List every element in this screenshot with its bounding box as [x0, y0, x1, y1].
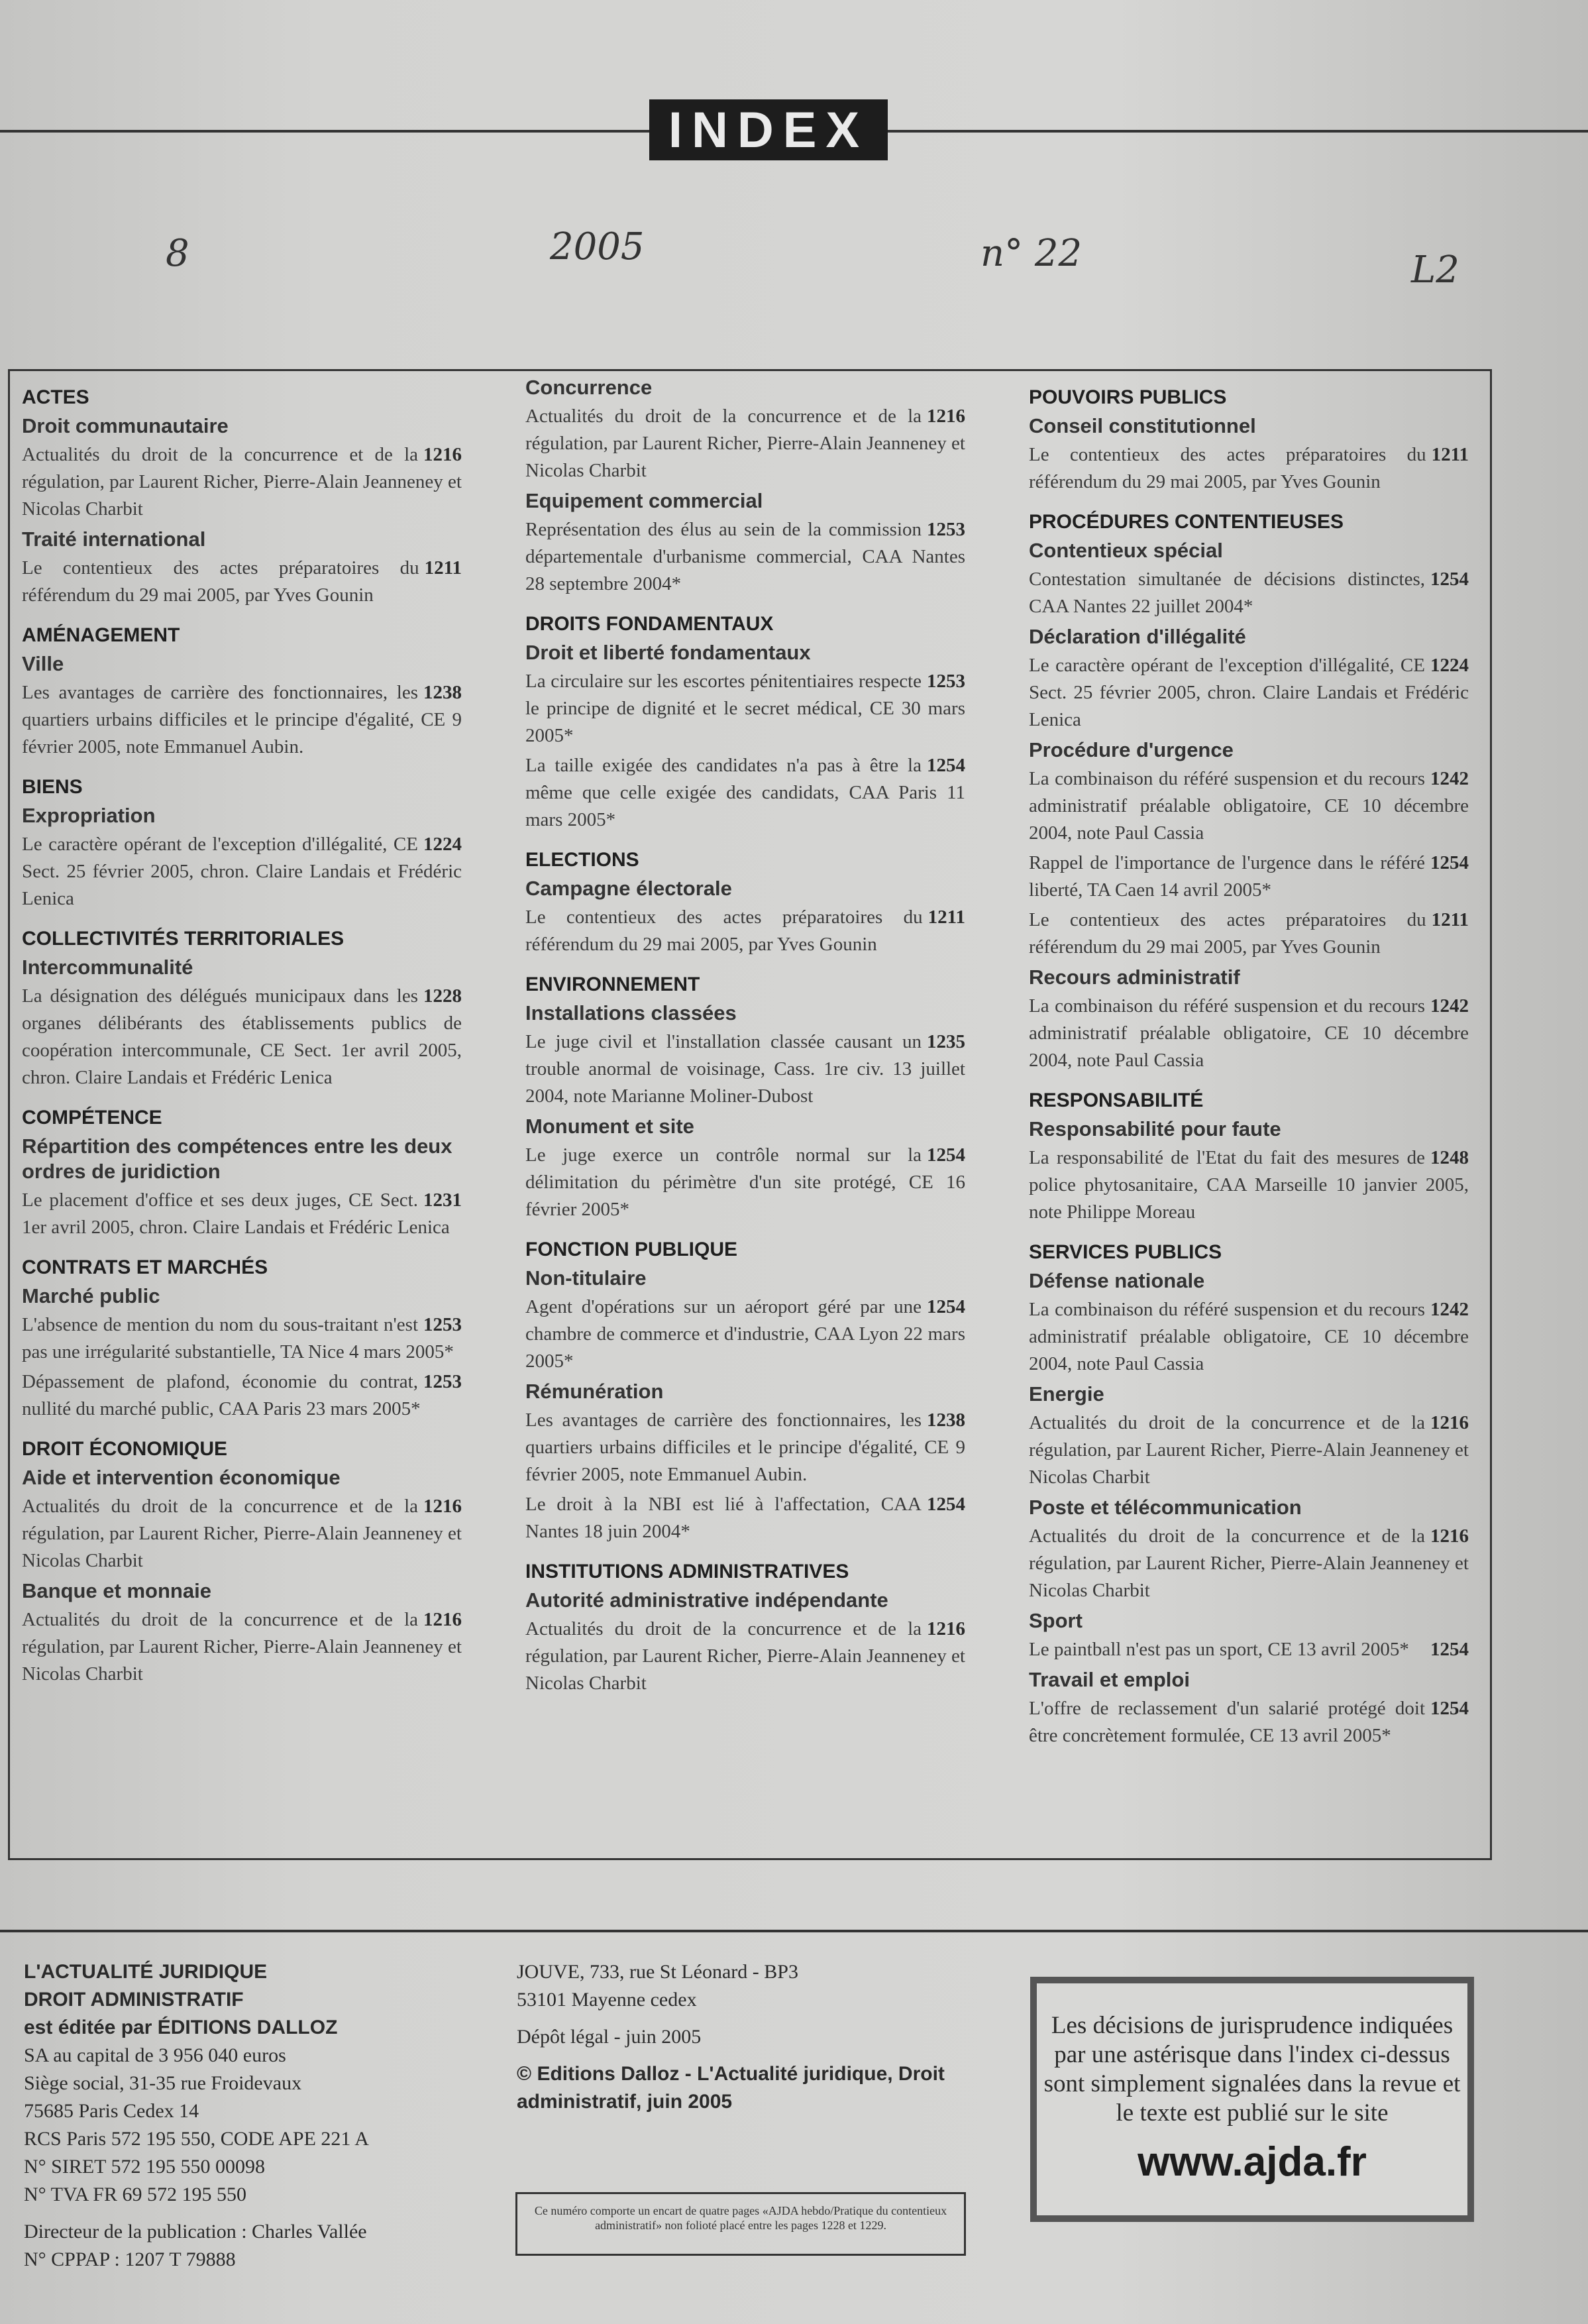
page-number: 1248 — [1430, 1147, 1469, 1168]
imprint-line: RCS Paris 572 195 550, CODE APE 221 A — [24, 2128, 369, 2150]
index-entry — [22, 1311, 462, 1366]
entry-text: Agent d'opérations sur un aéroport géré par une chambre de commerce et d'industrie, CAA Lyon 22 mars 2005* — [525, 1296, 965, 1372]
page-number: 1242 — [1430, 768, 1469, 789]
index-entry — [525, 752, 965, 834]
entry-text: Représentation des élus au sein de la commission départementale d'urbanisme commercial, CAA Nantes 28 septembre 2004* — [525, 519, 965, 594]
index-entry — [1029, 1144, 1469, 1226]
subsection-heading: Contentieux spécial — [1029, 539, 1223, 562]
index-entry — [22, 679, 462, 761]
entry-text: Rappel de l'importance de l'urgence dans le référé liberté, TA Caen 14 avril 2005* — [1029, 852, 1425, 901]
page-number: 1216 — [423, 1609, 462, 1630]
page-number: 1253 — [423, 1314, 462, 1335]
index-entry — [22, 1368, 462, 1423]
index-entry — [1029, 1636, 1469, 1663]
subsection-heading: Traité international — [22, 527, 206, 551]
entry-text: La combinaison du référé suspension et du recours administratif préalable obligatoire, CE 10 décembre 2004, note Paul Cassia — [1029, 768, 1469, 844]
subsection-heading: Droit et liberté fondamentaux — [525, 641, 811, 664]
section-heading: DROITS FONDAMENTAUX — [525, 613, 774, 635]
section-heading: FONCTION PUBLIQUE — [525, 1239, 737, 1260]
imprint-line: L'ACTUALITÉ JURIDIQUE — [24, 1961, 268, 1983]
page-number: 1231 — [423, 1190, 462, 1211]
page-number: 1238 — [927, 1410, 965, 1431]
imprint-line: 75685 Paris Cedex 14 — [24, 2100, 199, 2122]
subsection-heading: Procédure d'urgence — [1029, 738, 1234, 761]
subsection-heading: Concurrence — [525, 376, 653, 399]
entry-text: Actualités du droit de la concurrence et de la régulation, par Laurent Richer, Pierre-Alain Jeanneney et Nicolas Charbit — [525, 406, 965, 481]
subsection-heading: Responsabilité pour faute — [1029, 1117, 1281, 1140]
page-number: 1253 — [423, 1371, 462, 1392]
index-column-1 — [22, 371, 462, 1688]
page-number: 1216 — [423, 444, 462, 465]
entry-text: Le placement d'office et ses deux juges, CE Sect. 1er avril 2005, chron. Claire Landais et Frédéric Lenica — [22, 1190, 450, 1238]
entry-text: Actualités du droit de la concurrence et de la régulation, par Laurent Richer, Pierre-Alain Jeanneney et Nicolas Charbit — [525, 1618, 965, 1694]
page-number: 1254 — [1430, 569, 1469, 590]
entry-text: L'offre de reclassement d'un salarié protégé doit être concrètement formulée, CE 13 avril 2005* — [1029, 1698, 1425, 1746]
index-entry — [525, 1407, 965, 1488]
page-number: 1216 — [927, 406, 965, 427]
index-entry — [525, 1491, 965, 1545]
subsection-heading: Energie — [1029, 1382, 1104, 1406]
page-number: 1242 — [1430, 995, 1469, 1017]
index-entry — [1029, 1523, 1469, 1604]
index-entry — [1029, 1410, 1469, 1491]
imprint-line: est éditée par ÉDITIONS DALLOZ — [24, 2017, 338, 2038]
index-title-text: INDEX — [668, 101, 869, 158]
entry-text: La désignation des délégués municipaux dans les organes délibérants des établissements publics de coopération intercommunale, CE Sect. 1er avril 2005, chron. Claire Landais et Frédéric Lenica — [22, 985, 462, 1088]
entry-text: La circulaire sur les escortes pénitentiaires respecte le principe de dignité et le secret médical, CE 30 mars 2005* — [525, 671, 965, 746]
subsection-heading: Travail et emploi — [1029, 1668, 1190, 1691]
entry-text: La taille exigée des candidates n'a pas à être la même que celle exigée des candidats, CAA Paris 11 mars 2005* — [525, 755, 965, 830]
index-entry — [22, 441, 462, 523]
page-number: 1235 — [927, 1031, 965, 1052]
page-number: 1211 — [1431, 909, 1469, 930]
index-entry — [22, 555, 462, 609]
page-number: 1254 — [1430, 852, 1469, 873]
index-entry — [1029, 566, 1469, 620]
entry-text: Actualités du droit de la concurrence et de la régulation, par Laurent Richer, Pierre-Alain Jeanneney et Nicolas Charbit — [22, 444, 462, 520]
entry-text: L'absence de mention du nom du sous-traitant n'est pas une irrégularité substantielle, TA Nice 4 mars 2005* — [22, 1314, 454, 1362]
printer-info — [517, 1958, 967, 2116]
page-number: 1224 — [423, 834, 462, 855]
subsection-heading: Installations classées — [525, 1001, 737, 1024]
entry-text: La responsabilité de l'Etat du fait des mesures de police phytosanitaire, CAA Marseille 10 janvier 2005, note Philippe Moreau — [1029, 1147, 1469, 1223]
entry-text: Les avantages de carrière des fonctionnaires, les quartiers urbains difficiles et le principe d'égalité, CE 9 février 2005, note Emmanuel Aubin. — [22, 682, 462, 757]
section-heading: RESPONSABILITÉ — [1029, 1089, 1204, 1111]
entry-text: Le caractère opérant de l'exception d'illégalité, CE Sect. 25 février 2005, chron. Claire Landais et Frédéric Lenica — [22, 834, 462, 909]
entry-text: Le paintball n'est pas un sport, CE 13 avril 2005* — [1029, 1639, 1409, 1660]
subsection-heading: Marché public — [22, 1284, 160, 1307]
subsection-heading: Sport — [1029, 1609, 1083, 1632]
imprint-line: SA au capital de 3 956 040 euros — [24, 2044, 286, 2066]
entry-text: Le juge civil et l'installation classée causant un trouble anormal de voisinage, Cass. 1re civ. 13 juillet 2004, note Marianne Moliner-Dubost — [525, 1031, 965, 1107]
index-title — [649, 99, 888, 160]
subsection-heading: Ville — [22, 652, 64, 675]
subsection-heading: Campagne électorale — [525, 877, 732, 900]
section-heading: CONTRATS ET MARCHÉS — [22, 1256, 268, 1278]
index-entry — [1029, 993, 1469, 1074]
page-number: 1216 — [423, 1496, 462, 1517]
page-number: 1254 — [927, 755, 965, 776]
handwriting-code: L2 — [1411, 249, 1459, 292]
subsection-heading: Conseil constitutionnel — [1029, 414, 1256, 437]
index-entry — [525, 1616, 965, 1697]
subsection-heading: Monument et site — [525, 1115, 694, 1138]
entry-text: Actualités du droit de la concurrence et de la régulation, par Laurent Richer, Pierre-Alain Jeanneney et Nicolas Charbit — [1029, 1412, 1469, 1488]
index-entry — [1029, 850, 1469, 904]
index-entry — [1029, 1695, 1469, 1749]
imprint-line: N° SIRET 572 195 550 00098 — [24, 2156, 265, 2178]
entry-text: Le contentieux des actes préparatoires du référendum du 29 mai 2005, par Yves Gounin — [525, 907, 923, 955]
entry-text: Le caractère opérant de l'exception d'illégalité, CE Sect. 25 février 2005, chron. Claire Landais et Frédéric Lenica — [1029, 655, 1469, 730]
subsection-heading: Défense nationale — [1029, 1269, 1205, 1292]
index-entry — [22, 1493, 462, 1575]
section-heading: ENVIRONNEMENT — [525, 973, 700, 995]
index-entry — [22, 983, 462, 1091]
page-number: 1238 — [423, 682, 462, 703]
page-number: 1254 — [927, 1494, 965, 1515]
index-entry — [22, 831, 462, 913]
section-heading: COLLECTIVITÉS TERRITORIALES — [22, 928, 344, 950]
printer-line: JOUVE, 733, rue St Léonard - BP3 — [517, 1961, 798, 1983]
handwriting-a: 8 — [166, 232, 189, 275]
imprint-line: Directeur de la publication : Charles Vallée — [24, 2221, 367, 2242]
index-column-2 — [525, 371, 965, 1697]
entry-text: La combinaison du référé suspension et du recours administratif préalable obligatoire, CE 10 décembre 2004, note Paul Cassia — [1029, 1299, 1469, 1374]
page-number: 1253 — [927, 671, 965, 692]
page-number: 1224 — [1430, 655, 1469, 676]
handwriting-year: 2005 — [550, 225, 645, 268]
subsection-heading: Déclaration d'illégalité — [1029, 625, 1246, 648]
subsection-heading: Intercommunalité — [22, 956, 193, 979]
index-column-3 — [1029, 371, 1469, 1749]
entry-text: Le contentieux des actes préparatoires du référendum du 29 mai 2005, par Yves Gounin — [1029, 444, 1426, 492]
page-number: 1211 — [424, 557, 462, 579]
subsection-heading: Droit communautaire — [22, 414, 229, 437]
imprint-line: DROIT ADMINISTRATIF — [24, 1989, 244, 2011]
insert-note: Ce numéro comporte un encart de quatre pages «AJDA hebdo/Pratique du contentieux administratif» non folioté placé entre les pages 1228 et 1229. — [515, 2192, 966, 2256]
website-notice-text: Les décisions de jurisprudence indiquées par une astérisque dans l'index ci-dessus sont simplement signalées dans la revue et le texte est publié sur le site — [1043, 2012, 1461, 2127]
index-entry — [1029, 441, 1469, 496]
entry-text: Le contentieux des actes préparatoires du référendum du 29 mai 2005, par Yves Gounin — [22, 557, 419, 606]
index-entry — [525, 904, 965, 958]
subsection-heading: Répartition des compétences entre les deux ordres de juridiction — [22, 1134, 452, 1183]
entry-text: Actualités du droit de la concurrence et de la régulation, par Laurent Richer, Pierre-Alain Jeanneney et Nicolas Charbit — [1029, 1525, 1469, 1601]
index-entry — [1029, 765, 1469, 847]
index-entry — [1029, 652, 1469, 734]
page-number: 1254 — [927, 1296, 965, 1317]
page-number: 1254 — [1430, 1639, 1469, 1660]
imprint-line: Siège social, 31-35 rue Froidevaux — [24, 2072, 302, 2094]
index-entry — [1029, 1296, 1469, 1378]
page-number: 1253 — [927, 519, 965, 540]
website-notice — [1030, 1977, 1474, 2222]
section-heading: BIENS — [22, 776, 83, 798]
page-number: 1228 — [423, 985, 462, 1007]
index-entry — [22, 1606, 462, 1688]
entry-text: Contestation simultanée de décisions distinctes, CAA Nantes 22 juillet 2004* — [1029, 569, 1425, 617]
index-entry — [525, 516, 965, 598]
section-heading: POUVOIRS PUBLICS — [1029, 386, 1227, 408]
entry-text: Le juge exerce un contrôle normal sur la délimitation du périmètre d'un site protégé, CE 16 février 2005* — [525, 1144, 965, 1220]
printer-line: 53101 Mayenne cedex — [517, 1989, 697, 2011]
section-heading: AMÉNAGEMENT — [22, 624, 180, 646]
subsection-heading: Rémunération — [525, 1380, 664, 1403]
index-entry — [525, 1142, 965, 1223]
index-entry — [525, 1028, 965, 1110]
website-link[interactable]: www.ajda.fr — [1138, 2139, 1367, 2185]
page-number: 1254 — [1430, 1698, 1469, 1719]
page-number: 1211 — [927, 907, 965, 928]
entry-text: Actualités du droit de la concurrence et de la régulation, par Laurent Richer, Pierre-Alain Jeanneney et Nicolas Charbit — [22, 1496, 462, 1571]
index-entry — [525, 403, 965, 484]
entry-text: Actualités du droit de la concurrence et de la régulation, par Laurent Richer, Pierre-Alain Jeanneney et Nicolas Charbit — [22, 1609, 462, 1685]
imprint-line: N° TVA FR 69 572 195 550 — [24, 2184, 246, 2205]
bottom-rule — [0, 1930, 1588, 1932]
entry-text: Le contentieux des actes préparatoires du référendum du 29 mai 2005, par Yves Gounin — [1029, 909, 1426, 958]
page-number: 1216 — [1430, 1412, 1469, 1433]
page-number: 1211 — [1431, 444, 1469, 465]
imprint-line: N° CPPAP : 1207 T 79888 — [24, 2248, 236, 2270]
subsection-heading: Poste et télécommunication — [1029, 1496, 1302, 1519]
index-entry — [525, 1294, 965, 1375]
page-number: 1216 — [1430, 1525, 1469, 1547]
subsection-heading: Banque et monnaie — [22, 1579, 211, 1602]
index-entry — [1029, 907, 1469, 961]
subsection-heading: Expropriation — [22, 804, 156, 827]
subsection-heading: Autorité administrative indépendante — [525, 1588, 888, 1612]
index-entry — [525, 668, 965, 749]
section-heading: COMPÉTENCE — [22, 1107, 162, 1129]
handwriting-number: n° 22 — [980, 232, 1083, 275]
subsection-heading: Aide et intervention économique — [22, 1466, 341, 1489]
subsection-heading: Recours administratif — [1029, 966, 1240, 989]
entry-text: Les avantages de carrière des fonctionnaires, les quartiers urbains difficiles et le principe d'égalité, CE 9 février 2005, note Emmanuel Aubin. — [525, 1410, 965, 1485]
section-heading: INSTITUTIONS ADMINISTRATIVES — [525, 1561, 849, 1582]
section-heading: PROCÉDURES CONTENTIEUSES — [1029, 511, 1344, 533]
copyright-line: © Editions Dalloz - L'Actualité juridique, Droit administratif, juin 2005 — [517, 2063, 945, 2113]
page-number: 1216 — [927, 1618, 965, 1639]
entry-text: La combinaison du référé suspension et du recours administratif préalable obligatoire, CE 10 décembre 2004, note Paul Cassia — [1029, 995, 1469, 1071]
page-number: 1254 — [927, 1144, 965, 1166]
section-heading: DROIT ÉCONOMIQUE — [22, 1438, 228, 1460]
section-heading: ACTES — [22, 386, 89, 408]
index-box — [8, 369, 1492, 1860]
entry-text: Le droit à la NBI est lié à l'affectation, CAA Nantes 18 juin 2004* — [525, 1494, 922, 1542]
entry-text: Dépassement de plafond, économie du contrat, nullité du marché public, CAA Paris 23 mars 2005* — [22, 1371, 421, 1419]
section-heading: ELECTIONS — [525, 849, 639, 871]
subsection-heading: Equipement commercial — [525, 489, 763, 512]
index-entry — [22, 1187, 462, 1241]
printer-line: Dépôt légal - juin 2005 — [517, 2026, 702, 2048]
page-number: 1242 — [1430, 1299, 1469, 1320]
subsection-heading: Non-titulaire — [525, 1266, 647, 1290]
imprint — [24, 1958, 488, 2274]
section-heading: SERVICES PUBLICS — [1029, 1241, 1222, 1263]
